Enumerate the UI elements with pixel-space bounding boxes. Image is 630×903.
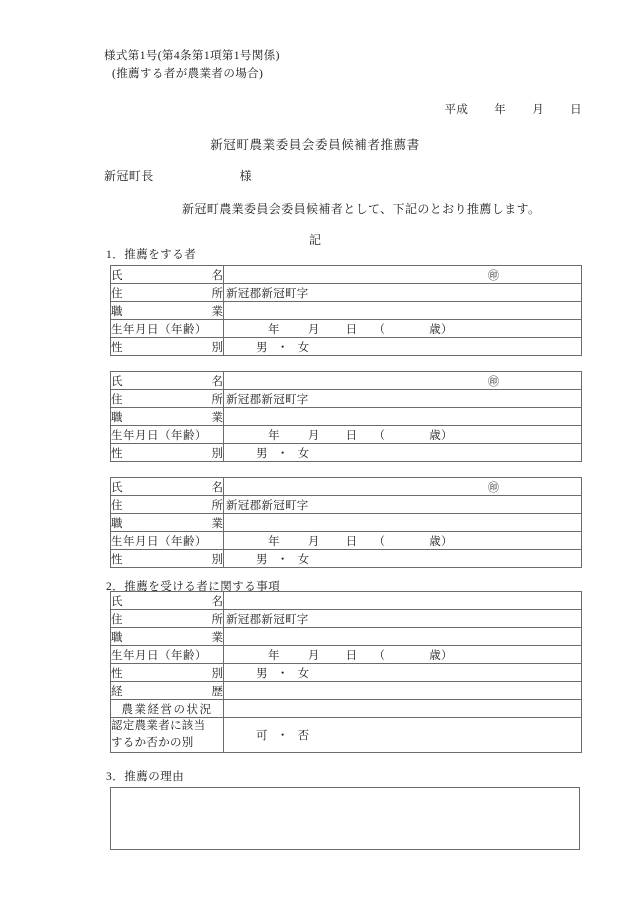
ki-mark: 記: [308, 233, 321, 247]
table-row: [111, 682, 582, 700]
label-gender-char1: 性: [111, 341, 123, 354]
date-year-unit: 年: [494, 104, 507, 116]
body-sentence: 新冠町農業委員会委員候補者として、下記のとおり推薦します。: [182, 202, 541, 216]
addressee-honorific: 様: [239, 169, 253, 183]
label-occupation-char1: 職: [111, 305, 123, 318]
recommendation-reason-box[interactable]: [110, 787, 580, 850]
table-row: [111, 496, 582, 514]
table-row: [111, 284, 582, 302]
seal-icon: ㊞: [488, 481, 499, 494]
table-row: [111, 700, 582, 718]
table-row: [111, 532, 582, 550]
field-occupation[interactable]: [224, 302, 582, 320]
table-row: [111, 550, 582, 568]
section1-heading: 1．推薦をする者: [106, 249, 197, 261]
label-gender: 性 別: [111, 664, 224, 682]
recommender-table-3: [110, 477, 582, 568]
label-name: 氏 名: [111, 592, 224, 610]
birthdate-template: 年 月 日 （ 歳）: [268, 323, 453, 336]
gender-choices: 男 ・ 女: [256, 447, 310, 460]
label-address-char1: 住: [111, 287, 123, 300]
field-address[interactable]: [224, 284, 582, 302]
field-birthdate[interactable]: [224, 426, 582, 444]
field-occupation[interactable]: [224, 628, 582, 646]
label-birthdate: [111, 320, 224, 338]
label-career-char2: 歴: [211, 685, 223, 698]
table-row: [111, 718, 582, 753]
table-row: [111, 628, 582, 646]
section3-heading: 3．推薦の理由: [106, 771, 185, 783]
label-certified-farmer-line2: するか否かの別: [111, 737, 194, 749]
field-gender[interactable]: [224, 338, 582, 356]
gender-male-option[interactable]: 男: [256, 553, 268, 566]
label-career: [111, 682, 224, 700]
field-occupation[interactable]: [224, 514, 582, 532]
field-name[interactable]: [224, 372, 582, 390]
label-gender: [111, 338, 224, 356]
label-name-char1: 氏: [111, 269, 123, 282]
label-birthdate: 生年月日（年齢）: [111, 532, 224, 550]
field-gender[interactable]: [224, 550, 582, 568]
label-occupation: 職 業: [111, 408, 224, 426]
birthdate-template: 年 月 日 （ 歳）: [268, 429, 453, 442]
label-address: 住 所: [111, 496, 224, 514]
form-subcode: (推薦する者が農業者の場合): [112, 68, 264, 80]
birthdate-template: 年 月 日 （ 歳）: [268, 649, 453, 662]
label-farm-status-text: 農業経営の状況: [121, 703, 213, 716]
label-name-char2: 名: [211, 269, 223, 282]
label-gender-char2: 別: [211, 341, 223, 354]
field-address[interactable]: [224, 390, 582, 408]
label-birthdate-text: 生年月日（年齢）: [111, 323, 207, 336]
table-row: [111, 514, 582, 532]
date-line: [444, 101, 582, 117]
gender-male-option[interactable]: 男: [256, 341, 268, 354]
label-gender: 性 別: [111, 550, 224, 568]
field-birthdate[interactable]: [224, 646, 582, 664]
field-gender[interactable]: [224, 444, 582, 462]
label-occupation: 職 業: [111, 514, 224, 532]
label-name: 氏 名: [111, 372, 224, 390]
table-row: [111, 320, 582, 338]
table-row: [111, 664, 582, 682]
table-row: [111, 390, 582, 408]
gender-male-option[interactable]: 男: [256, 667, 268, 680]
field-occupation[interactable]: [224, 408, 582, 426]
gender-male-option[interactable]: 男: [256, 447, 268, 460]
table-row: [111, 266, 582, 284]
field-birthdate[interactable]: [224, 320, 582, 338]
address-prefix: 新冠郡新冠町字: [226, 499, 309, 512]
label-certified-farmer: [111, 718, 224, 753]
label-name: 氏 名: [111, 478, 224, 496]
table-row: [111, 592, 582, 610]
date-era: 平成: [444, 104, 469, 116]
field-certified-farmer[interactable]: [224, 718, 582, 753]
gender-choices: 男 ・ 女: [256, 553, 310, 566]
address-prefix: 新冠郡新冠町字: [226, 393, 309, 406]
table-row: [111, 610, 582, 628]
table-row: [111, 302, 582, 320]
page-title: 新冠町農業委員会委員候補者推薦書: [210, 138, 420, 152]
gender-female-option[interactable]: 女: [297, 667, 310, 680]
address-prefix: 新冠郡新冠町字: [226, 287, 309, 300]
date-month-unit: 月: [532, 104, 545, 116]
field-farm-status[interactable]: [224, 700, 582, 718]
label-occupation: 職 業: [111, 628, 224, 646]
label-address: [111, 284, 224, 302]
certified-no-option[interactable]: 否: [297, 730, 310, 742]
table-row: [111, 426, 582, 444]
label-certified-farmer-line1: 認定農業者に該当: [111, 720, 206, 732]
seal-icon: ㊞: [488, 269, 499, 282]
table-row: [111, 478, 582, 496]
field-address[interactable]: [224, 496, 582, 514]
birthdate-template: 年 月 日 （ 歳）: [268, 535, 453, 548]
label-address: 住 所: [111, 610, 224, 628]
gender-choices: 男 ・ 女: [256, 341, 310, 354]
table-row: [111, 338, 582, 356]
label-birthdate: 生年月日（年齢）: [111, 646, 224, 664]
label-occupation: [111, 302, 224, 320]
table-row: [111, 372, 582, 390]
field-address[interactable]: [224, 610, 582, 628]
field-name[interactable]: [224, 592, 582, 610]
table-row: [111, 444, 582, 462]
recommender-table-2: [110, 371, 582, 462]
date-day-unit: 日: [570, 104, 582, 116]
field-birthdate[interactable]: [224, 532, 582, 550]
label-address-char2: 所: [211, 287, 223, 300]
label-occupation-char2: 業: [211, 305, 223, 318]
seal-icon: ㊞: [488, 375, 499, 388]
gender-female-option[interactable]: 女: [297, 341, 310, 354]
certified-yes-option[interactable]: 可: [256, 730, 268, 742]
certified-farmer-choices: 可 ・ 否: [256, 730, 310, 742]
recommendee-table: [110, 591, 582, 753]
field-name[interactable]: [224, 478, 582, 496]
gender-female-option[interactable]: 女: [297, 553, 310, 566]
addressee-name: 新冠町長: [104, 169, 154, 183]
address-prefix: 新冠郡新冠町字: [226, 613, 309, 626]
label-farm-status: [111, 700, 224, 718]
label-gender: 性 別: [111, 444, 224, 462]
field-gender[interactable]: [224, 664, 582, 682]
label-address: 住 所: [111, 390, 224, 408]
gender-choices: 男 ・ 女: [256, 667, 310, 680]
label-birthdate: 生年月日（年齢）: [111, 426, 224, 444]
section2-heading: 2．推薦を受ける者に関する事項: [106, 581, 281, 593]
table-row: [111, 646, 582, 664]
label-career-char1: 経: [111, 685, 123, 698]
addressee: [104, 167, 252, 184]
gender-female-option[interactable]: 女: [297, 447, 310, 460]
label-name: [111, 266, 224, 284]
table-row: [111, 408, 582, 426]
field-name[interactable]: [224, 266, 582, 284]
field-career[interactable]: [224, 682, 582, 700]
form-code: 様式第1号(第4条第1項第1号関係): [104, 50, 280, 62]
recommender-table-1: [110, 265, 582, 356]
